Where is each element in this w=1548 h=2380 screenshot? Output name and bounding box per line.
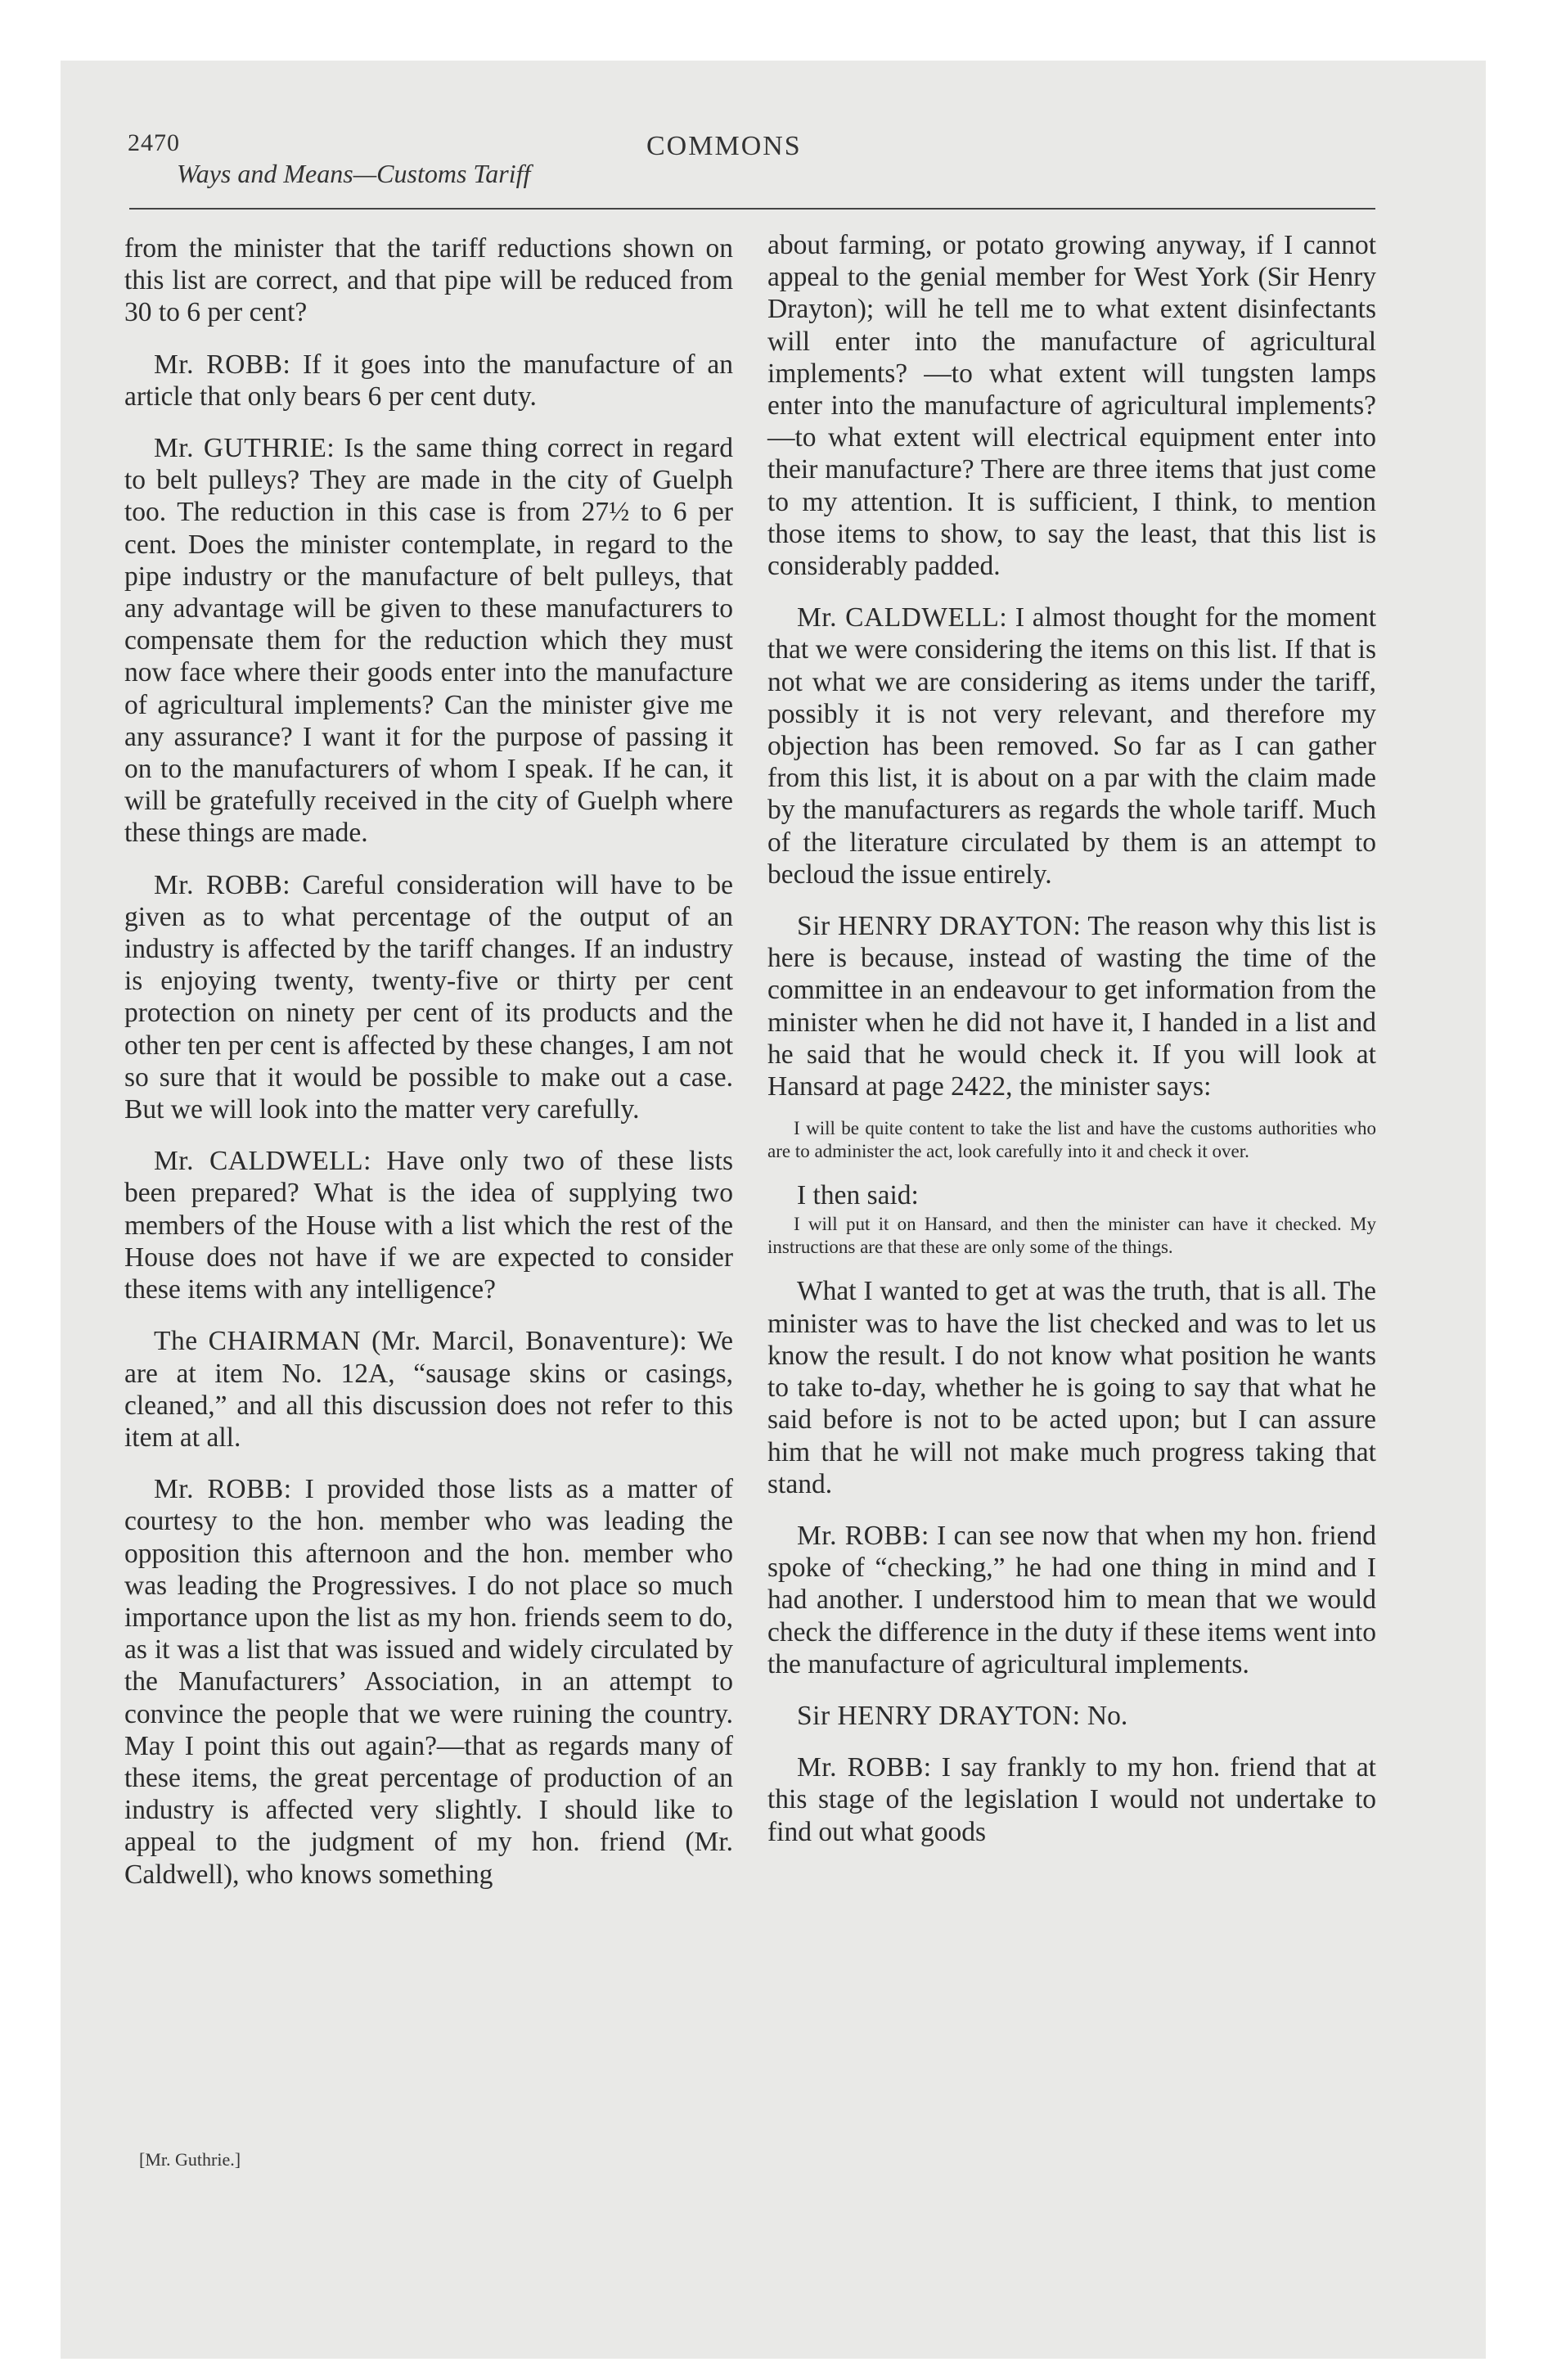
speaker-name: Mr. CALDWELL:: [797, 602, 1008, 633]
speaker-name: Mr. ROBB:: [797, 1752, 932, 1783]
speaker-name: The CHAIRMAN (Mr. Marcil, Bonaventure):: [154, 1326, 688, 1357]
speaker-name: Mr. ROBB:: [154, 349, 291, 380]
page-number: 2470: [128, 129, 180, 156]
left-column: [124, 232, 733, 1910]
paragraph: I then said:: [797, 1180, 919, 1211]
paragraph: Mr. ROBB: If it goes into the manufacture of an article that only bears 6 per cent duty.: [124, 349, 733, 412]
speaker-name: Sir HENRY DRAYTON:: [797, 1700, 1081, 1731]
paragraph: about farming, or potato growing anyway, if I cannot appeal to the genial member for West York (Sir Henry Drayton); will he tell me to what extent disinfectants will enter into the manufacture of agricultural implements? —to what extent will tungsten lamps enter into the manufacture of agricultural implements?—to what extent will electrical equipment enter into their manufacture? There are three items that just come to my attention. It is sufficient, I think, to mention those items to show, to say the least, that this list is considerably padded.: [767, 230, 1376, 582]
paragraph: Mr. GUTHRIE: Is the same thing correct in regard to belt pulleys? They are made in the city of Guelph too. The reduction in this case is from 27½ to 6 per cent. Does the minister contemplate, in regard to the pipe industry or the manufacture of belt pulleys, that any advantage will be given to these manufacturers to compensate them for the reduction which they must now face where their goods enter into the manufacture of agricultural implements? Can the minister give me any assurance? I want it for the purpose of passing it on to the manufacturers of whom I speak. If he can, it will be gratefully received in the city of Guelph where these things are made.: [124, 433, 734, 849]
paragraph: The CHAIRMAN (Mr. Marcil, Bonaventure): We are at item No. 12A, “sausage skins or casings, cleaned,” and all this discussion does not refer to this item at all.: [124, 1326, 734, 1453]
block-quote: I will be quite content to take the list and have the customs authorities who are to administer the act, look carefully into it and check it over.: [767, 1118, 1376, 1162]
speaker-name: Sir HENRY DRAYTON:: [797, 911, 1082, 942]
right-column: [767, 229, 1376, 1868]
paragraph: What I wanted to get at was the truth, that is all. The minister was to have the list checked and was to let us know the result. I do not know what position he wants to take to-day, whether he is going to say that what he said before is not to be acted upon; but I can assure him that he will not make much progress taking that stand.: [767, 1276, 1376, 1499]
running-head: COMMONS: [646, 131, 802, 161]
header-rule: [129, 208, 1375, 210]
block-quote: I will put it on Hansard, and then the minister can have it checked. My instructions are that these are only some of the things.: [767, 1214, 1376, 1258]
speaker-name: Mr. ROBB:: [797, 1520, 929, 1551]
paragraph: from the minister that the tariff reductions shown on this list are correct, and that pipe will be reduced from 30 to 6 per cent?: [124, 233, 733, 328]
paragraph: Mr. CALDWELL: Have only two of these lists been prepared? What is the idea of supplying two members of the House with a list which the rest of the House does not have if we are expected to consider these items with any intelligence?: [124, 1146, 733, 1305]
paragraph: Mr. ROBB: I provided those lists as a matter of courtesy to the hon. member who was leading the opposition this afternoon and the hon. member who was leading the Progressives. I do not place so much importance upon the list as my hon. friends seem to do, as it was a list that was issued and widely circulated by the Manufacturers’ Association, in an attempt to convince the people that we were ruining the country. May I point this out again?—that as regards many of these items, the great percentage of production of an industry is affected very slightly. I should like to appeal to the judgment of my hon. friend (Mr. Caldwell), who knows something: [124, 1474, 733, 1890]
speaker-name: Mr. CALDWELL:: [154, 1146, 371, 1177]
speaker-name: Mr. GUTHRIE:: [154, 433, 335, 464]
paragraph: Mr. ROBB: I can see now that when my hon. friend spoke of “checking,” he had one thing in mind and I had another. I understood him to mean that we would check the difference in the duty if these items went into the manufacture of agricultural implements.: [767, 1520, 1377, 1679]
speaker-name: Mr. ROBB:: [154, 869, 291, 900]
footer-note: [Mr. Guthrie.]: [139, 2149, 241, 2170]
paragraph: Mr. ROBB: I say frankly to my hon. friend that at this stage of the legislation I would not undertake to find out what goods: [767, 1752, 1376, 1847]
paragraph: Mr. CALDWELL: I almost thought for the moment that we were considering the items on this list. If that is not what we are considering as items under the tariff, possibly it is not very relevant, and therefore my objection has been removed. So far as I can gather from this list, it is about on a par with the claim made by the manufacturers as regards the whole tariff. Much of the literature circulated by them is an attempt to becloud the issue entirely.: [767, 602, 1376, 890]
paragraph: Sir HENRY DRAYTON: No.: [797, 1700, 1128, 1731]
paragraph: Mr. ROBB: Careful consideration will have to be given as to what percentage of the output of an industry is affected by the tariff changes. If an industry is enjoying twenty, twenty-five or thirty per cent protection on ninety per cent of its products and the other ten per cent is affected by these changes, I am not so sure that it would be possible to make out a case. But we will look into the matter very carefully.: [124, 869, 734, 1125]
section-title: Ways and Means—Customs Tariff: [177, 159, 531, 188]
paragraph: Sir HENRY DRAYTON: The reason why this list is here is because, instead of wasting the time of the committee in an endeavour to get information from the minister when he did not have it, I handed in a list and he said that he would check it. If you will look at Hansard at page 2422, the minister says:: [767, 911, 1376, 1102]
speaker-name: Mr. ROBB:: [154, 1474, 292, 1505]
